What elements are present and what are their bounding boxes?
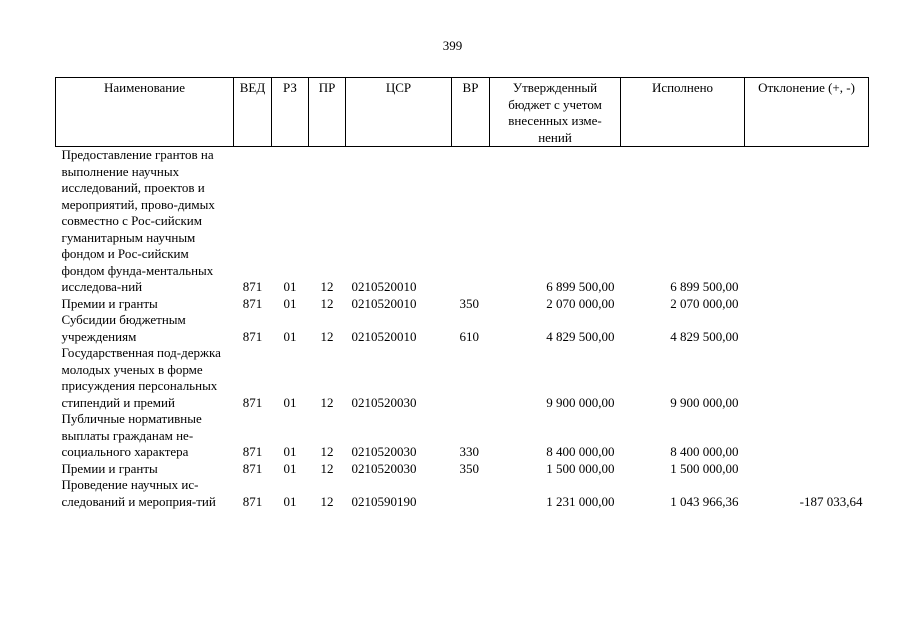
row-vr (452, 477, 490, 510)
row-rz: 01 (283, 394, 297, 410)
header-ved: ВЕД (234, 78, 272, 147)
row-rz: 01 (283, 444, 297, 459)
table-row (56, 312, 869, 345)
table-header-row (56, 78, 869, 147)
row-name: Проведение научных ис-следований и мероприя-тий (61, 477, 216, 509)
row-rz: 01 (283, 328, 297, 344)
row-approved: 1 500 000,00 (546, 460, 615, 476)
row-csr: 0210520030 (351, 394, 417, 410)
header-name: Наименование (56, 78, 234, 147)
row-executed: 6 899 500,00 (670, 279, 739, 294)
row-name: Публичные нормативные выплаты гражданам не-социального характера (61, 411, 202, 459)
header-csr: ЦСР (346, 78, 452, 147)
row-approved: 6 899 500,00 (546, 279, 615, 294)
row-pr: 12 (320, 460, 334, 476)
table-row (56, 461, 869, 478)
row-pr: 12 (320, 295, 334, 311)
row-ved: 871 (242, 444, 263, 459)
row-ved: 871 (242, 279, 263, 294)
row-pr: 12 (320, 394, 334, 410)
table-row (56, 147, 869, 296)
row-csr: 0210520010 (351, 279, 417, 294)
row-deviation (745, 147, 869, 296)
row-name: Государственная под-держка молодых ученых в форме присуждения персональных стипендий и премий (61, 345, 221, 410)
page-number: 399 (442, 38, 463, 53)
row-ved: 871 (242, 394, 263, 410)
row-deviation (745, 312, 869, 345)
row-csr: 0210520010 (351, 328, 417, 344)
row-vr: 350 (459, 295, 479, 311)
row-ved: 871 (242, 295, 263, 311)
table-row (56, 345, 869, 411)
row-executed: 1 043 966,36 (670, 493, 739, 509)
header-executed: Исполнено (621, 78, 745, 147)
row-name: Субсидии бюджетным учреждениям (61, 312, 186, 344)
row-rz: 01 (283, 295, 297, 311)
row-csr: 0210520030 (351, 460, 417, 476)
row-rz: 01 (283, 279, 297, 294)
row-approved: 9 900 000,00 (546, 394, 615, 410)
row-pr: 12 (320, 328, 334, 344)
header-pr: ПР (309, 78, 346, 147)
header-approved: Утвержденный бюджет с учетом внесенных изме-нений (490, 78, 621, 147)
row-csr: 0210520030 (351, 444, 417, 459)
table-row (56, 477, 869, 510)
row-name: Премии и гранты (61, 460, 158, 476)
row-approved: 2 070 000,00 (546, 295, 615, 311)
row-vr: 350 (459, 460, 479, 476)
table-row (56, 296, 869, 313)
row-deviation: -187 033,64 (799, 493, 863, 509)
row-executed: 2 070 000,00 (670, 295, 739, 311)
row-name: Премии и гранты (61, 295, 158, 311)
row-ved: 871 (242, 460, 263, 476)
row-deviation (745, 411, 869, 461)
row-vr (452, 345, 490, 411)
row-approved: 8 400 000,00 (546, 444, 615, 459)
header-rz: РЗ (272, 78, 309, 147)
row-name: Предоставление грантов на выполнение научных исследований, проектов и мероприятий, прово-димых совместно с Рос-сийским гуманитарным научным фондом и Рос-сийским фондом фунда-ментальных исследова-ний (61, 147, 215, 294)
row-vr: 610 (459, 328, 479, 344)
row-deviation (745, 461, 869, 478)
row-approved: 4 829 500,00 (546, 328, 615, 344)
row-rz: 01 (283, 460, 297, 476)
row-executed: 8 400 000,00 (670, 444, 739, 459)
header-deviation: Отклонение (+, -) (745, 78, 869, 147)
row-csr: 0210590190 (351, 493, 417, 509)
row-pr: 12 (320, 493, 334, 509)
row-ved: 871 (242, 493, 263, 509)
row-executed: 1 500 000,00 (670, 460, 739, 476)
row-pr: 12 (320, 279, 334, 294)
row-vr: 330 (459, 444, 479, 459)
row-rz: 01 (283, 493, 297, 509)
row-deviation (745, 345, 869, 411)
header-vr: ВР (452, 78, 490, 147)
row-approved: 1 231 000,00 (546, 493, 615, 509)
table-row (56, 411, 869, 461)
row-csr: 0210520010 (351, 295, 417, 311)
budget-table (55, 77, 869, 510)
row-deviation (745, 296, 869, 313)
row-vr (452, 147, 490, 296)
row-pr: 12 (320, 444, 334, 459)
row-ved: 871 (242, 328, 263, 344)
row-executed: 4 829 500,00 (670, 328, 739, 344)
row-executed: 9 900 000,00 (670, 394, 739, 410)
